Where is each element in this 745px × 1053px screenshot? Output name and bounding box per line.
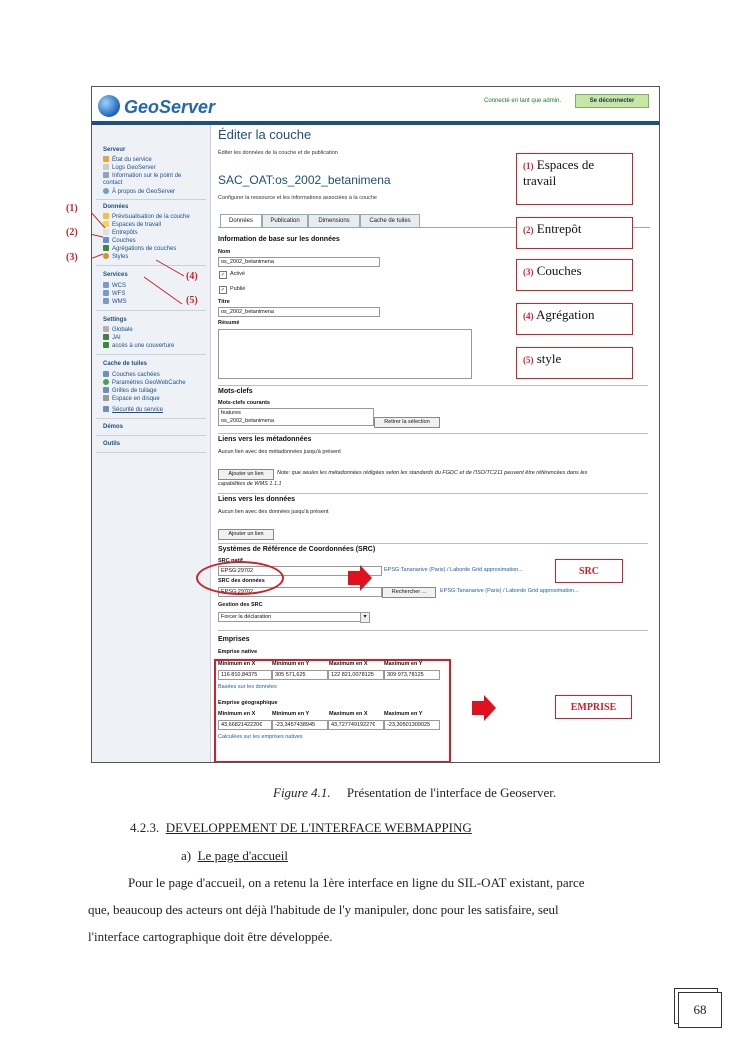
geo-miny-input[interactable]: -23,3457438945 <box>272 720 328 730</box>
nav-item-gridsets[interactable]: Grilles de tuilage <box>103 387 157 394</box>
caption-text: Présentation de l'interface de Geoserver. <box>346 785 557 800</box>
callout-agregation: (4) Agrégation <box>516 303 633 335</box>
nav-heading-settings: Settings <box>103 317 127 323</box>
grid-icon <box>103 387 109 393</box>
nav-item-coverage[interactable]: accès à une couverture <box>103 342 174 349</box>
caption-label: Figure 4.1. <box>273 785 331 800</box>
callout-entrepot: (2) Entrepôt <box>516 217 633 249</box>
subsection-title: Le page d'accueil <box>197 848 289 863</box>
security-icon <box>103 406 109 412</box>
geoserver-screenshot <box>91 86 660 763</box>
tab-publication[interactable]: Publication <box>262 214 308 228</box>
disk-icon <box>103 395 109 401</box>
metadata-note-cont: capabilities de WMS 1.1.1 <box>218 481 282 487</box>
status-icon <box>103 156 109 162</box>
section-title: DEVELOPPEMENT DE L'INTERFACE WEBMAPPING <box>165 820 472 835</box>
section-divider <box>218 433 648 434</box>
src-mgmt-label: Gestion des SRC <box>218 602 263 608</box>
bbox-header-maxy: Maximum en Y <box>384 661 423 667</box>
cache-icon <box>103 371 109 377</box>
resume-textarea[interactable] <box>218 329 472 379</box>
src-arrow-icon <box>348 565 372 591</box>
src-native-label: SRC natif <box>218 558 243 564</box>
geo-maxx-input[interactable]: 43,72774919227€ <box>328 720 384 730</box>
keywords-current-label: Mots-clefs courants <box>218 400 270 406</box>
nav-divider <box>96 452 206 453</box>
section-basic-info: Information de base sur les données <box>218 236 340 243</box>
section-divider <box>218 385 648 386</box>
nav-divider <box>96 418 206 419</box>
add-metadata-link-button[interactable]: Ajouter un lien <box>218 469 274 480</box>
nav-item-styles[interactable]: Styles <box>103 253 128 260</box>
nom-input[interactable]: os_2002_betanimena <box>218 257 380 267</box>
nav-item-wfs[interactable]: WFS <box>103 290 125 297</box>
paragraph-line: Pour le page d'accueil, on a retenu la 1ère interface en ligne du SIL-OAT existant, parce <box>128 875 585 890</box>
src-data-label: SRC des données <box>218 578 265 584</box>
nav-item-workspaces[interactable]: Espaces de travail <box>103 221 161 228</box>
keywords-list[interactable] <box>218 408 374 426</box>
src-label-box: SRC <box>555 559 623 583</box>
src-native-desc[interactable]: EPSG:Tananarive (Paris) / Laborde Grid approximation... <box>384 567 523 573</box>
emprise-highlight-box <box>214 659 451 763</box>
page-title: Éditer la couche <box>218 127 312 142</box>
native-minx-input[interactable]: 116 810,84375 <box>218 670 272 680</box>
emprise-label-box: EMPRISE <box>555 695 632 719</box>
bbox-header-miny: Minimum en Y <box>272 661 310 667</box>
gear-icon <box>103 379 109 385</box>
publie-label: Publié <box>230 286 246 292</box>
jai-icon <box>103 334 109 340</box>
emprise-arrow-icon <box>472 695 496 721</box>
info-icon <box>103 188 109 194</box>
resume-label: Résumé <box>218 320 240 326</box>
nav-item-contact[interactable]: Information sur le point de <box>103 172 181 179</box>
tab-donnees[interactable]: Données <box>220 214 262 228</box>
marker-2: (2) <box>66 227 78 238</box>
coverage-icon <box>103 342 109 348</box>
nav-item-about[interactable]: À propos de GeoServer <box>103 188 175 195</box>
titre-label: Titre <box>218 299 230 305</box>
global-icon <box>103 326 109 332</box>
figure-caption <box>273 785 556 801</box>
subsection-letter: a) <box>181 848 192 863</box>
src-highlight-ellipse <box>196 561 284 595</box>
nav-item-layergroups[interactable]: Agrégations de couches <box>103 245 176 252</box>
nav-item-security[interactable]: Sécurité du service <box>103 406 163 413</box>
section-emprises: Emprises <box>218 636 250 643</box>
section-divider <box>218 543 648 544</box>
src-mgmt-select[interactable]: Forcer la déclaration <box>218 612 370 622</box>
metadata-none: Aucun lien avec des métadonnées jusqu'à présent <box>218 449 341 455</box>
keyword-item[interactable]: features <box>221 410 241 416</box>
nav-item-gwc-settings[interactable]: Paramètres GeoWebCache <box>103 379 186 386</box>
native-compute-link[interactable]: Basées sur les données <box>218 684 277 690</box>
native-maxx-input[interactable]: 122 821,0078125 <box>328 670 384 680</box>
tab-cache[interactable]: Cache de tuiles <box>360 214 420 228</box>
callout-couches: (3) Couches <box>516 259 633 291</box>
nav-item-contact-cont[interactable]: contact <box>103 180 123 186</box>
nav-item-wms[interactable]: WMS <box>103 298 127 305</box>
nav-item-preview[interactable]: Prévisualisation de la couche <box>103 213 190 220</box>
geo-minx-input[interactable]: 43,6682142220€ <box>218 720 272 730</box>
bbox-header-minx: Minimum en X <box>218 661 256 667</box>
connected-status: Connecté en tant que admin. <box>484 98 562 104</box>
nav-item-logs[interactable]: Logs GeoServer <box>103 164 156 171</box>
search-crs-button[interactable]: Rechercher ... <box>382 587 436 598</box>
bbox-header-maxx: Maximum en X <box>329 711 368 717</box>
nav-item-global[interactable]: Globale <box>103 326 133 333</box>
metadata-note: Note: que seules les métadonnées rédigées selon les standards du FGDC et de l'ISO/TC211 peuvent être référencées dans les <box>277 470 588 476</box>
top-bar <box>92 87 659 125</box>
nav-heading-donnees: Données <box>103 204 129 210</box>
nav-heading-serveur: Serveur <box>103 147 126 153</box>
nav-heading-cache: Cache de tuiles <box>103 361 148 367</box>
nav-item-wcs[interactable]: WCS <box>103 282 126 289</box>
paragraph-line: l'interface cartographique doit être développée. <box>88 929 333 944</box>
logo-text: GeoServer <box>124 97 216 117</box>
add-data-link-button[interactable]: Ajouter un lien <box>218 529 274 540</box>
native-bbox-label: Emprise native <box>218 649 258 655</box>
bbox-header-maxy: Maximum en Y <box>384 711 423 717</box>
native-miny-input[interactable]: 305 571,625 <box>272 670 328 680</box>
nav-item-jai[interactable]: JAI <box>103 334 121 341</box>
nav-divider <box>96 354 206 355</box>
publie-checkbox[interactable]: ✓ <box>220 287 226 293</box>
section-heading <box>130 820 472 836</box>
contact-icon <box>103 172 109 178</box>
nav-item-etat[interactable]: État du service <box>103 156 152 163</box>
page-subtitle: Éditer les données de la couche et de publication <box>218 150 338 156</box>
nav-item-cached-layers[interactable]: Couches cachées <box>103 371 160 378</box>
section-data-links: Liens vers les données <box>218 496 296 503</box>
geo-compute-link[interactable]: Calculées sur les emprises natives <box>218 734 303 740</box>
active-label: Activé <box>230 271 245 277</box>
tab-dimensions[interactable]: Dimensions <box>308 214 360 228</box>
layer-name: SAC_OAT:os_2002_betanimena <box>218 173 391 187</box>
section-keywords: Mots-clefs <box>218 388 253 395</box>
callout-espaces: (1) Espaces de travail <box>516 153 633 205</box>
nav-heading-services: Services <box>103 272 128 278</box>
chevron-down-icon[interactable]: ▾ <box>360 612 370 623</box>
active-checkbox[interactable]: ✓ <box>220 272 226 278</box>
remove-selection-button[interactable]: Retirer la sélection <box>374 417 440 428</box>
data-links-none: Aucun lien avec des données jusqu'à présent <box>218 509 329 515</box>
log-icon <box>103 164 109 170</box>
marker-1: (1) <box>66 203 78 214</box>
section-crs: Systèmes de Référence de Coordonnées (SRC) <box>218 546 376 553</box>
marker-3: (3) <box>66 252 78 263</box>
nav-item-disk[interactable]: Espace en disque <box>103 395 160 402</box>
nav-item-stores[interactable]: Entrepôts <box>103 229 138 236</box>
bbox-header-miny: Minimum en Y <box>272 711 310 717</box>
nav-divider <box>96 435 206 436</box>
marker-5: (5) <box>186 295 198 306</box>
titre-input[interactable]: os_2002_betanimena <box>218 307 380 317</box>
nav-demos[interactable]: Démos <box>103 424 124 430</box>
native-maxy-input[interactable]: 309 973,78125 <box>384 670 440 680</box>
marker-4: (4) <box>186 271 198 282</box>
nav-item-layers[interactable]: Couches <box>103 237 136 244</box>
src-data-desc[interactable]: EPSG:Tananarive (Paris) / Laborde Grid approximation... <box>440 588 579 594</box>
src-data-input[interactable]: EPSG:29702 <box>218 587 382 597</box>
src-native-input[interactable]: EPSG:29702 <box>218 566 382 576</box>
section-divider <box>218 493 648 494</box>
page-number: 68 <box>678 992 722 1028</box>
layer-subtitle: Configurer la ressource et les informations associées à la couche <box>218 195 377 201</box>
nav-outils[interactable]: Outils <box>103 441 121 447</box>
section-metadata: Liens vers les métadonnées <box>218 436 312 443</box>
bbox-header-maxx: Maximum en X <box>329 661 368 667</box>
nom-label: Nom <box>218 249 231 255</box>
paragraph-line: que, beaucoup des acteurs ont déjà l'habitude de l'y manipuler, donc pour les satisfaire, seul <box>88 902 559 917</box>
logout-button[interactable]: Se déconnecter <box>575 94 649 108</box>
section-number: 4.2.3. <box>130 820 160 835</box>
keyword-item[interactable]: os_2002_betanimena <box>221 418 274 424</box>
geo-bbox-label: Emprise géographique <box>218 700 278 706</box>
callout-style: (5) style <box>516 347 633 379</box>
subsection-heading <box>181 848 288 864</box>
bbox-header-minx: Minimum en X <box>218 711 256 717</box>
section-divider <box>218 630 648 631</box>
geoserver-logo-icon <box>98 95 120 117</box>
geo-maxy-input[interactable]: -23,30501309025 <box>384 720 440 730</box>
